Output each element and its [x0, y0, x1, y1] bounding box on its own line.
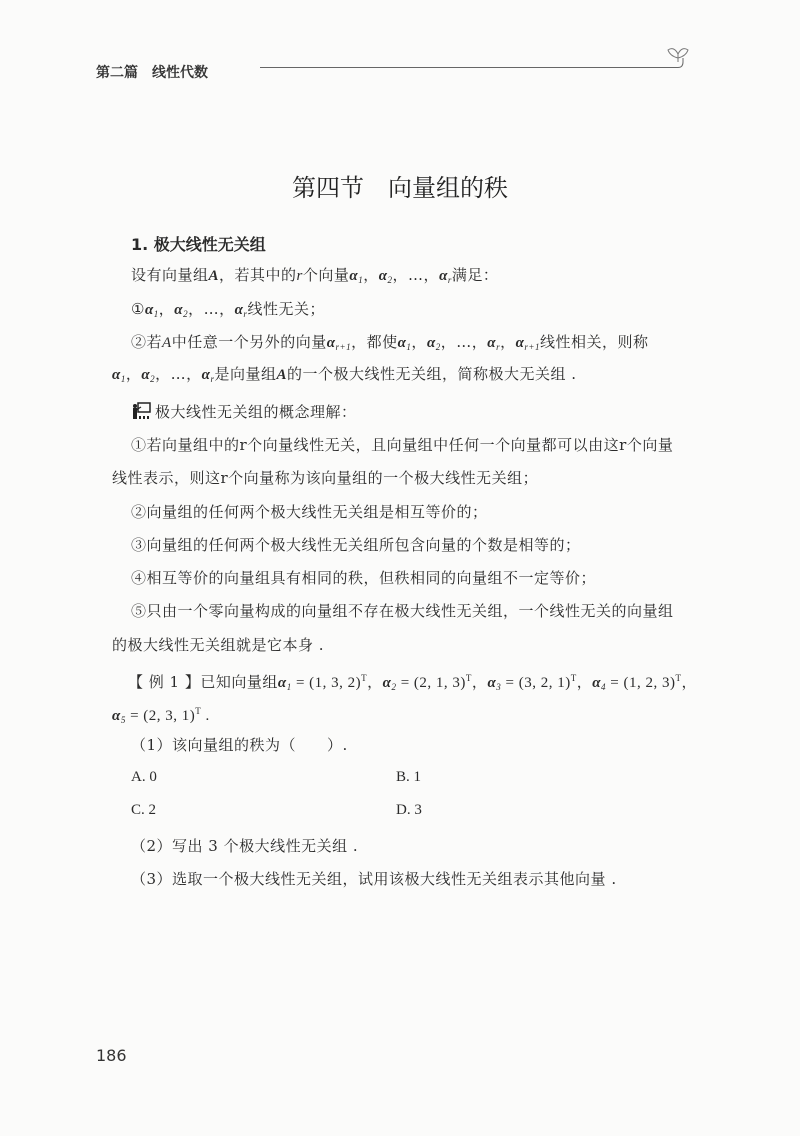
sprout-icon	[660, 38, 700, 68]
subsection-heading: 1. 极大线性无关组	[131, 235, 266, 254]
question-3: （3）选取一个极大线性无关组，试用该极大线性无关组表示其他向量 .	[131, 870, 617, 888]
example-statement: 【 例 1 】已知向量组$\alpha_1 = (1$, 3, 2)$^T$，$\alpha_2 = (2$, 1, 3)$^T$，$\alpha_3 = (3$, 2, 1)$^T$，$\alpha_4 = (1$, 2, 3)$^T$，	[128, 673, 697, 692]
note-item-1-cont: 线性表示，则这r个向量称为该向量组的一个极大线性无关组；	[112, 469, 539, 487]
example-label: 【 例 1 】	[128, 673, 201, 691]
option-c: C. 2	[131, 802, 157, 818]
option-d: D. 3	[396, 802, 422, 818]
header-part-chapter: 第二篇 线性代数	[96, 65, 208, 81]
question-2: （2）写出 3 个极大线性无关组 .	[131, 837, 359, 855]
note-item-4: ④相互等价的向量组具有相同的秩，但秩相同的向量组不一定等价；	[131, 569, 597, 587]
definition-conclusion: $\alpha_1$，$\alpha_2$，…，$\alpha_r$是向量组A的一个极大线性无关组，简称极大无关组 .	[112, 365, 577, 384]
definition-intro: 设有向量组A，若其中的r个向量$\alpha_1$，$\alpha_2$，…，$\alpha_r$满足：	[131, 266, 499, 285]
question-1: （1）该向量组的秩为（ ）.	[131, 736, 348, 754]
running-header	[96, 58, 696, 88]
option-a: A. 0	[131, 769, 157, 785]
teacher-blackboard-icon	[131, 402, 151, 420]
note-item-1: ①若向量组中的r个向量线性无关，且向量组中任何一个向量都可以由这r个向量	[131, 436, 674, 454]
note-item-3: ③向量组的任何两个极大线性无关组所包含向量的个数是相等的；	[131, 536, 581, 554]
option-b: B. 1	[396, 769, 422, 785]
definition-condition-1: $①\alpha_1$，$\alpha_2$，…，$\alpha_r$线性无关；	[131, 300, 325, 319]
example-statement-cont: $\alpha_5 = (2$, 3, 1)$^T$ .	[112, 706, 210, 725]
note-item-2: ②向量组的任何两个极大线性无关组是相互等价的；	[131, 503, 488, 521]
note-item-5-cont: 的极大线性无关组就是它本身 .	[112, 636, 325, 654]
sprout-header-rule-icon	[96, 58, 706, 90]
note-item-5: ⑤只由一个零向量构成的向量组不存在极大线性无关组，一个线性无关的向量组	[131, 602, 674, 620]
page-number: 186	[96, 1046, 127, 1065]
definition-condition-2: ②若A中任意一个另外的向量$\alpha_{r+1}$，都使$\alpha_1$，$\alpha_2$，…，$\alpha_r$，$\alpha_{r+1}$线性相关，则称	[131, 333, 649, 352]
section-title: 第四节 向量组的秩	[292, 174, 508, 202]
note-title: 极大线性无关组的概念理解：	[131, 402, 357, 422]
